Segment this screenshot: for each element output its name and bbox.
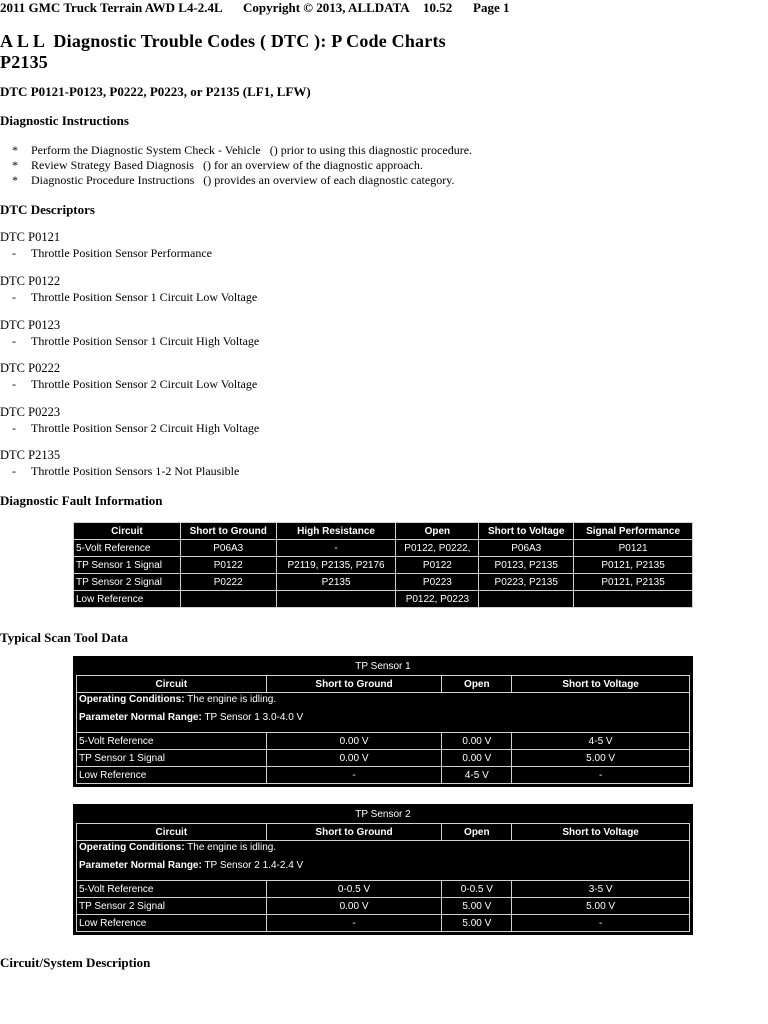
range-label: Parameter Normal Range:	[79, 860, 202, 871]
fault-info-table	[73, 522, 693, 608]
table-cell: 5-Volt Reference	[77, 733, 267, 750]
table-row	[77, 733, 690, 750]
dtc-code: DTC P0123	[0, 318, 61, 332]
table-cell: 5.00 V	[442, 915, 512, 932]
diagnostic-instructions-list	[12, 143, 472, 188]
conditions-label: Operating Conditions:	[79, 694, 185, 705]
range-label: Parameter Normal Range:	[79, 712, 202, 723]
range-value: TP Sensor 1 3.0-4.0 V	[204, 712, 304, 723]
table-cell: 5-Volt Reference	[77, 881, 267, 898]
page-number: Page 1	[473, 0, 510, 15]
instruction-link[interactable]: Perform the Diagnostic System Check - Vehicle () prior to using this diagnostic procedure.	[31, 143, 473, 157]
dtc-code: DTC P0222	[0, 361, 61, 375]
table-row	[77, 898, 690, 915]
column-header: High Resistance	[276, 523, 396, 540]
title-line-2: P2135	[0, 52, 48, 72]
tp-sensor-2-table	[73, 804, 693, 935]
table-cell: 0-0.5 V	[442, 881, 512, 898]
table-cell: P0223	[396, 574, 479, 591]
table-cell: 0.00 V	[442, 733, 512, 750]
dtc-description: - Throttle Position Sensor Performance	[12, 246, 212, 260]
table-cell: -	[276, 540, 396, 557]
table-cell: TP Sensor 1 Signal	[77, 750, 267, 767]
dtc-code: DTC P0223	[0, 405, 61, 419]
dtc-descriptors-heading: DTC Descriptors	[0, 202, 95, 217]
column-header: Open	[442, 676, 512, 693]
table-row	[77, 750, 690, 767]
column-header: Circuit	[74, 523, 181, 540]
table-row	[74, 540, 693, 557]
table-cell: Low Reference	[74, 591, 181, 608]
table-cell: -	[512, 767, 690, 784]
column-header: Short to Ground	[266, 676, 442, 693]
circuit-description-heading: Circuit/System Description	[0, 955, 151, 970]
table-cell	[479, 591, 574, 608]
table-cell: -	[266, 915, 442, 932]
table-cell: 5.00 V	[442, 898, 512, 915]
conditions-cell	[77, 693, 690, 733]
dtc-descriptor	[0, 317, 259, 349]
table-header-row	[77, 676, 690, 693]
table-cell: P2135	[276, 574, 396, 591]
conditions-cell	[77, 841, 690, 881]
column-header: Circuit	[77, 824, 267, 841]
page-title	[0, 31, 446, 73]
conditions-value: The engine is idling.	[187, 842, 277, 853]
table-cell: 3-5 V	[512, 881, 690, 898]
dtc-description: - Throttle Position Sensor 1 Circuit High Voltage	[12, 334, 260, 348]
column-header: Circuit	[77, 676, 267, 693]
dtc-code: DTC P2135	[0, 448, 61, 462]
column-header: Short to Voltage	[512, 676, 690, 693]
dtc-subtitle: DTC P0121-P0123, P0222, P0223, or P2135 (LF1, LFW)	[0, 84, 311, 99]
list-item: * Review Strategy Based Diagnosis () for an overview of the diagnostic approach.	[12, 158, 423, 172]
dtc-descriptor	[0, 447, 239, 479]
copyright-label: Copyright © 2013, ALLDATA	[243, 0, 410, 15]
scan-data-table	[76, 823, 690, 932]
table-cell: -	[512, 915, 690, 932]
table-cell: 4-5 V	[442, 767, 512, 784]
table-cell: P0121	[574, 540, 693, 557]
scan-data-table	[76, 675, 690, 784]
table-cell: -	[266, 767, 442, 784]
table-cell: P0121, P2135	[574, 557, 693, 574]
column-header: Short to Voltage	[512, 824, 690, 841]
table-cell: P0122, P0223	[396, 591, 479, 608]
table-cell: 0.00 V	[266, 750, 442, 767]
table-cell: P0222	[180, 574, 276, 591]
dtc-descriptor	[0, 229, 212, 261]
conditions-label: Operating Conditions:	[79, 842, 185, 853]
fault-info-heading: Diagnostic Fault Information	[0, 493, 163, 508]
list-item: * Perform the Diagnostic System Check - Vehicle () prior to using this diagnostic procedure.	[12, 143, 473, 157]
dtc-descriptor	[0, 360, 257, 392]
table-cell: 0-0.5 V	[266, 881, 442, 898]
table-row	[74, 574, 693, 591]
table-cell: P06A3	[180, 540, 276, 557]
table-row	[74, 557, 693, 574]
instruction-link[interactable]: Review Strategy Based Diagnosis () for an overview of the diagnostic approach.	[31, 158, 423, 172]
instruction-link[interactable]: Diagnostic Procedure Instructions () provides an overview of each diagnostic category.	[31, 173, 455, 187]
table-cell: P0122	[180, 557, 276, 574]
dtc-description: - Throttle Position Sensor 2 Circuit High Voltage	[12, 421, 260, 435]
dtc-description: - Throttle Position Sensor 2 Circuit Low Voltage	[12, 377, 258, 391]
vehicle-label: 2011 GMC Truck Terrain AWD L4-2.4L	[0, 0, 223, 15]
table-cell: P0223, P2135	[479, 574, 574, 591]
table-header-row	[74, 523, 693, 540]
table-cell	[574, 591, 693, 608]
table-cell: Low Reference	[77, 915, 267, 932]
table-cell: 5-Volt Reference	[74, 540, 181, 557]
dtc-code: DTC P0121	[0, 230, 61, 244]
conditions-value: The engine is idling.	[187, 694, 277, 705]
column-header: Short to Ground	[180, 523, 276, 540]
dtc-code: DTC P0122	[0, 274, 61, 288]
list-item: * Diagnostic Procedure Instructions () provides an overview of each diagnostic category.	[12, 173, 455, 187]
column-header: Short to Ground	[266, 824, 442, 841]
table-cell	[180, 591, 276, 608]
version-label: 10.52	[423, 0, 453, 15]
table-cell: TP Sensor 2 Signal	[77, 898, 267, 915]
range-value: TP Sensor 2 1.4-2.4 V	[204, 860, 304, 871]
table-caption: TP Sensor 1	[355, 661, 411, 672]
table-cell: 0.00 V	[266, 733, 442, 750]
table-header-row	[77, 824, 690, 841]
column-header: Short to Voltage	[479, 523, 574, 540]
tp-sensor-1-table	[73, 656, 693, 787]
diagnostic-instructions-heading: Diagnostic Instructions	[0, 113, 129, 128]
table-cell: P06A3	[479, 540, 574, 557]
table-row	[77, 881, 690, 898]
table-cell: 4-5 V	[512, 733, 690, 750]
table-cell: P2119, P2135, P2176	[276, 557, 396, 574]
table-cell: P0121, P2135	[574, 574, 693, 591]
table-caption: TP Sensor 2	[355, 809, 411, 820]
table-cell: TP Sensor 2 Signal	[74, 574, 181, 591]
table-cell: Low Reference	[77, 767, 267, 784]
dtc-description: - Throttle Position Sensors 1-2 Not Plausible	[12, 464, 240, 478]
scan-tool-heading: Typical Scan Tool Data	[0, 630, 128, 645]
table-cell: 0.00 V	[442, 750, 512, 767]
dtc-description: - Throttle Position Sensor 1 Circuit Low Voltage	[12, 290, 258, 304]
column-header: Open	[396, 523, 479, 540]
column-header: Signal Performance	[574, 523, 693, 540]
table-cell: 0.00 V	[266, 898, 442, 915]
dtc-descriptor	[0, 273, 257, 305]
table-cell: 5.00 V	[512, 898, 690, 915]
table-cell: 5.00 V	[512, 750, 690, 767]
conditions-row	[77, 693, 690, 733]
title-line-1: A L L Diagnostic Trouble Codes ( DTC ): P Code Charts	[0, 31, 446, 51]
table-row	[77, 915, 690, 932]
column-header: Open	[442, 824, 512, 841]
table-cell: TP Sensor 1 Signal	[74, 557, 181, 574]
table-cell: P0123, P2135	[479, 557, 574, 574]
table-cell: P0122	[396, 557, 479, 574]
conditions-row	[77, 841, 690, 881]
table-row	[74, 591, 693, 608]
dtc-descriptor	[0, 404, 259, 436]
table-cell	[276, 591, 396, 608]
table-cell: P0122, P0222,	[396, 540, 479, 557]
table-row	[77, 767, 690, 784]
